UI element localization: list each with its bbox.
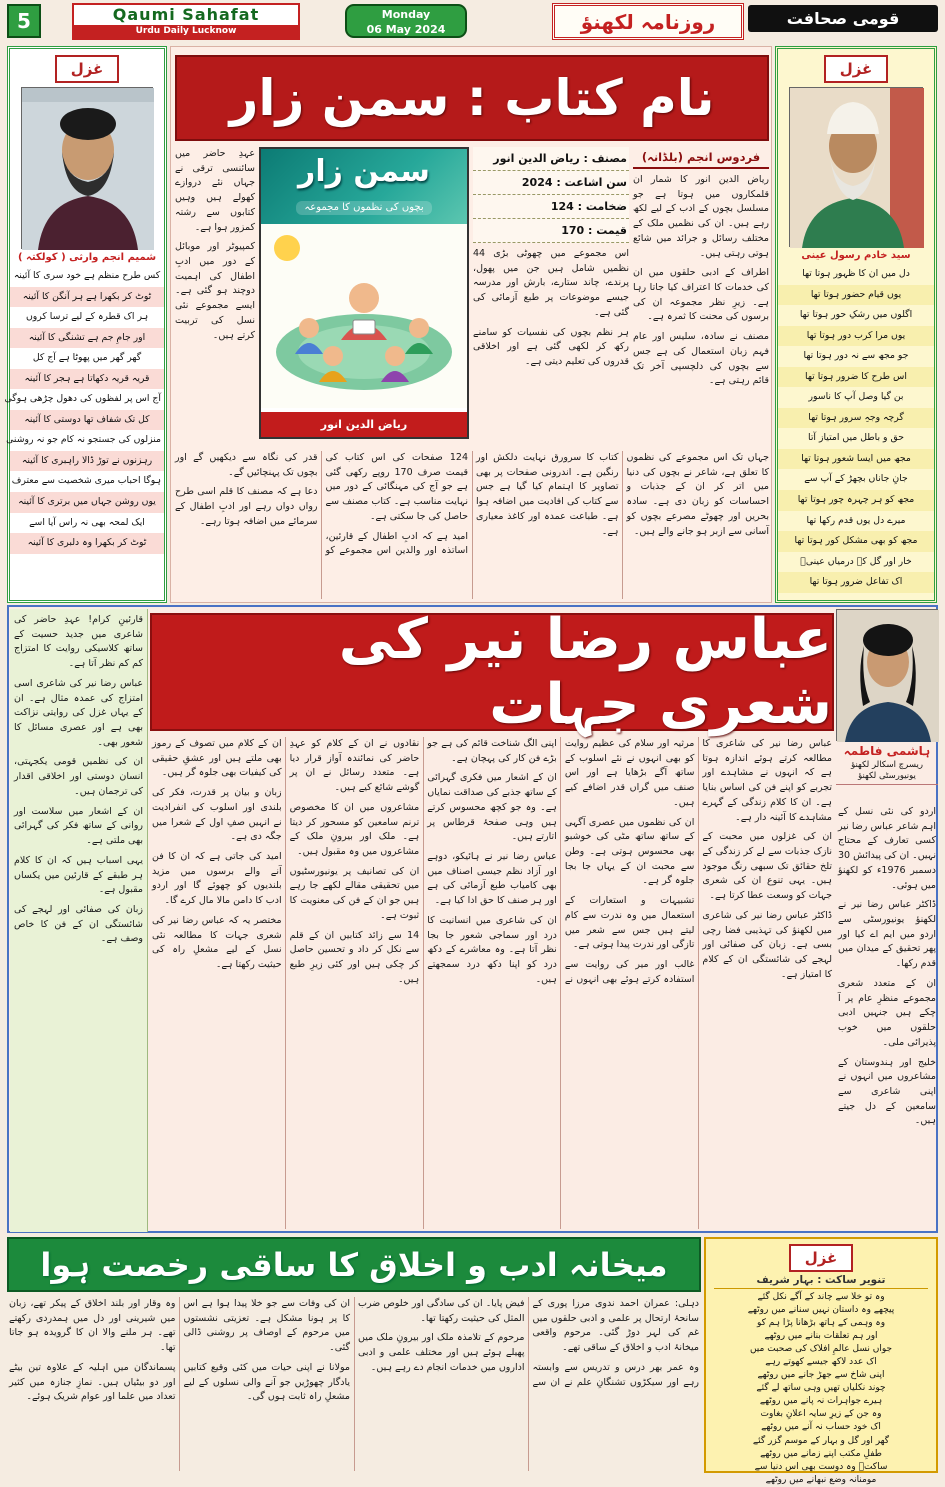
ghazal-line: جواں نسل عالمِ افلاک کی صحبت میں xyxy=(749,1344,893,1355)
middle-author-title: ریسرچ اسکالر لکھنؤ یونیورسٹی لکھنؤ xyxy=(836,758,938,785)
bottom-ghazal-label: غزل xyxy=(789,1244,853,1272)
body-paragraph: ان کی تصانیف پر یونیورسٹیوں میں تحقیقی مقالے لکھے جا رہے ہیں جو ان کے فن کی معنویت کا ثبوت ہے۔ xyxy=(289,865,420,921)
masthead-subtitle: Urdu Daily Lucknow xyxy=(74,25,298,38)
middle-article-section xyxy=(7,605,938,1233)
date-box xyxy=(345,4,467,38)
ghazal-line: مجھ میں ایسا شعور ہوتا تھا xyxy=(778,449,934,470)
body-paragraph: مرثیہ اور سلام کی عظیم روایت کو بھی انہوں نے نئے اسلوب کے ساتھ آگے بڑھایا ہے اور اس صنف میں گراں قدر اضافے کیے ہیں۔ xyxy=(564,738,695,808)
date-day: Monday xyxy=(381,8,431,21)
body-paragraph: عباس رضا نیر کی شاعری اسی امتزاج کی عمدہ مثال ہے۔ ان کے یہاں غزل کی روایتی نزاکت بھی ہے اور عصری مسائل کا شعور بھی۔ xyxy=(14,677,143,748)
body-paragraph: ان کی وفات سے جو خلا پیدا ہوا ہے اس کا پر ہونا مشکل ہے۔ تعزیتی نشستوں میں مرحوم کے اوصاف پر روشنی ڈالی گئی۔ xyxy=(183,1298,350,1354)
ghazal-line: وہ وہمی کے ہاتھ بڑھانا پڑا ہم کو xyxy=(756,1318,886,1329)
ghazal-line: کل تک شفاف تھا دوستی کا آئینہ xyxy=(10,410,164,431)
ghazal-line: یوں قیام حضور ہوتا تھا xyxy=(778,285,934,306)
ghazal-line: ہر اک قطرہ کے لیے ترسا کروں xyxy=(25,311,149,323)
body-paragraph: کتاب کا سرورق نہایت دلکش اور رنگین ہے۔ اندرونی صفحات پر بھی تصاویر کا اہتمام کیا گیا ہے جس سے کتاب کی افادیت میں اضافہ ہوا ہے۔ طباعت عمدہ اور کاغذ معیاری ہے۔ xyxy=(476,452,619,537)
middle-article-headline: عباس رضا نیر کی شعری جہات xyxy=(150,613,834,731)
body-paragraph: مشاعروں میں ان کا مخصوص ترنم سامعین کو مسحور کر دیتا ہے۔ ملک اور بیرونِ ملک کے مشاعروں میں وہ مقبول ہیں۔ xyxy=(289,801,420,858)
ghazal-line: اور ہم تعلقات بنانے میں روٹھے xyxy=(764,1331,878,1342)
book-cover-author: ریاض الدین انور xyxy=(261,412,467,437)
ghazal-line: مومنانہ وضع نبھانے میں روٹھے xyxy=(765,1474,877,1485)
right-ghazal-lines xyxy=(778,264,934,593)
ghazal-line: دل میں ان کا ظہور ہوتا تھا xyxy=(802,268,910,279)
body-paragraph: مرحوم کے تلامذہ ملک اور بیرونِ ملک میں پھیلے ہوئے ہیں اور مختلف علمی و ادبی اداروں میں خدمات انجام دے رہے ہیں۔ xyxy=(358,1332,525,1373)
body-paragraph: وہ وقار اور بلند اخلاق کے پیکر تھے، زبان میں شیرینی اور دل میں ہمدردی رکھتے تھے۔ ہر ملنے والا ان کا گرویدہ ہو جاتا تھا۔ xyxy=(9,1298,176,1354)
ghazal-line: جانِ جاناں بچھڑ کے آپ سے xyxy=(804,473,908,485)
woman-portrait-icon xyxy=(837,610,939,742)
ghazal-line: حق و باطل میں امتیاز آتا xyxy=(808,432,904,444)
masthead xyxy=(72,3,300,40)
children-reading-illustration-icon xyxy=(261,224,467,408)
author-photo xyxy=(836,609,938,741)
body-paragraph: خلیج اور ہندوستان کے مشاعروں میں انہوں نے اپنی شاعری سے سامعین کے دل جیتے ہیں۔ xyxy=(838,1056,936,1127)
left-ghazal-label: غزل xyxy=(55,55,119,83)
ghazal-line: اس طرح کا ضرور ہوتا تھا xyxy=(778,367,934,388)
book-cover-top xyxy=(261,149,467,224)
body-paragraph: 124 صفحات کی اس کتاب کی قیمت صرف 170 روپے رکھی گئی ہے جو آج کی مہنگائی کے دور میں نہایت مناسب ہے۔ کتاب مصنف سے حاصل کی جا سکتی ہے۔ xyxy=(325,452,468,522)
left-ghazal-box xyxy=(4,46,167,603)
book-detail-row: قیمت : 170 xyxy=(473,219,629,243)
bottom-ghazal-lines xyxy=(706,1291,936,1487)
right-ghazal-box xyxy=(775,46,937,603)
middle-author-column xyxy=(836,803,938,1231)
ghazal-line: ہوگا احباب میری شخصیت سے معترف xyxy=(11,475,161,487)
body-paragraph: ان کے متعدد شعری مجموعے منظرِ عام پر آ چکے ہیں جنہیں ادبی حلقوں میں خوب پذیرائی ملی۔ xyxy=(838,977,936,1048)
review-column-right xyxy=(633,147,769,447)
ghazal-line: گھر اور گل و بہار کے موسم گزر گئے xyxy=(752,1435,890,1446)
ghazal-line: خار اور گل کے درمیاں عینیؔ xyxy=(800,555,912,567)
ghazal-line: یوں مرا کرب دور ہوتا تھا xyxy=(778,326,934,347)
review-bottom-columns xyxy=(175,451,769,599)
ghazal-line: اپنی شاخ سے جھڑ جانے میں روٹھے xyxy=(757,1370,885,1381)
ghazal-line: رہزنوں نے توڑ ڈالا راہبری کا آئینہ xyxy=(10,451,164,472)
middle-green-column xyxy=(10,609,148,1232)
body-paragraph: امید کی جاتی ہے کہ ان کا فن آنے والے برسوں میں مزید بلندیوں کو چھوئے گا اور اردو ادب کا دامن مالا مال کرے گا۔ xyxy=(152,851,282,907)
book-details-list xyxy=(473,147,629,243)
ghazal-line: وہ جن کے زیرِ سایہ اعلانِ بغاوت xyxy=(760,1409,882,1420)
body-paragraph: ان کے کلام میں تصوف کے رموز بھی ملتے ہیں اور عشقِ حقیقی کی کیفیات بھی جلوہ گر ہیں۔ xyxy=(152,738,282,779)
bottom-ghazal-box xyxy=(704,1237,938,1485)
right-poet-photo xyxy=(789,87,923,247)
body-paragraph: ان کی غزلوں میں محبت کے نازک جذبات سے لے کر زندگی کے تلخ حقائق تک سبھی رنگ موجود ہیں۔ یہی تنوع ان کی شعری جہات کو وسعت عطا کرتا ہے۔ xyxy=(702,831,832,902)
ghazal-line: ایک لمحہ بھی نہ راس آیا اسے xyxy=(29,516,145,528)
ghazal-line: قریہ قریہ دکھاتا ہے ہجر کا آئینہ xyxy=(10,369,164,390)
ghazal-line: ساکتؔ وہ دوست بھی اس دنیا سے xyxy=(754,1461,888,1472)
book-details-column xyxy=(473,147,629,447)
ghazal-line: یوں روشن جہاں میں برتری کا آئینہ xyxy=(10,492,164,513)
body-paragraph: عباس رضا نیر کی شاعری کا مطالعہ کرتے ہوئے اندازہ ہوتا ہے کہ انہوں نے مشاہدے اور تجربے کو اپنے فن کی اساس بنایا ہے۔ ان کا کلام زندگی کے گہرے مشاہدے کا آئینہ دار ہے۔ xyxy=(702,738,832,823)
man-portrait-icon xyxy=(22,88,154,250)
body-paragraph: وہ عمر بھر درس و تدریس سے وابستہ رہے اور سیکڑوں تشنگانِ علم نے ان سے فیض پایا۔ ان کی سادگی اور خلوص ضرب المثل کی حیثیت رکھتا تھا۔ xyxy=(358,1298,699,1388)
body-paragraph: عباس رضا نیر نے ہائیکو، دوہے اور آزاد نظم جیسی اصناف میں بھی کامیاب طبع آزمائی کی ہے اور ہر صنف کا حق ادا کیا ہے۔ xyxy=(427,851,557,907)
body-paragraph: کمپیوٹر اور موبائل کے دور میں ادبِ اطفال کی اہمیت دوچند ہو گئی ہے۔ ایسے مجموعے نئی نسل کی تربیت کرتے ہیں۔ xyxy=(175,241,255,341)
ghazal-line: چوند نکلیاں تھیں وہی ساتھ لے گئے xyxy=(756,1383,886,1394)
ghazal-line: اور جامِ جم ہے تشنگی کا آئینہ xyxy=(10,328,164,349)
body-paragraph: امید ہے کہ ادبِ اطفال کے قارئین، اساتذہ اور والدین اس مجموعے کو قدر کی نگاہ سے دیکھیں گے اور بچوں تک پہنچائیں گے۔ xyxy=(175,452,468,557)
ghazal-line: مجھ کو بھی مشکل کور ہوتا تھا xyxy=(778,531,934,552)
body-paragraph: تشبیہات و استعارات کے استعمال میں وہ ندرت سے کام لیتے ہیں جس سے شعر میں تازگی اور ندرت پیدا ہوتی ہے۔ xyxy=(564,895,695,951)
body-paragraph: زبان و بیان پر قدرت، فکر کی بلندی اور اسلوب کی انفرادیت نے انہیں صفِ اول کے شعرا میں جگہ دی ہے۔ xyxy=(152,787,282,843)
body-paragraph: مصنف نے سادہ، سلیس اور عام فہم زبان استعمال کی ہے جس سے بچوں کی دلچسپی آخر تک قائم رہتی ہے۔ xyxy=(633,331,769,387)
body-paragraph: یہی اسباب ہیں کہ ان کا کلام ہر طبقے کے قارئین میں یکساں مقبول ہے۔ xyxy=(14,854,143,896)
ghazal-line: بن گیا وصل آپ کا ناسور xyxy=(808,391,904,403)
body-paragraph: اطراف کے ادبی حلقوں میں ان کی خدمات کا اعتراف کیا جاتا رہا ہے۔ زیرِ نظر مجموعہ ان کی برسوں کی محنت کا ثمرہ ہے۔ xyxy=(633,267,769,323)
left-poet-name: شمیم انجم وارثی ( کولکتہ ) xyxy=(17,252,157,263)
body-paragraph: جہاں تک اس مجموعے کی نظموں کا تعلق ہے، شاعر نے بچوں کی دنیا میں اتر کر ان کے جذبات و احساسات کو زبان دی ہے۔ سادہ بحریں اور چھوٹے مصرعے بچوں کو آسانی سے ازبر ہو جانے والے ہیں۔ xyxy=(626,452,769,537)
reviewer-name: فردوس انجم (بلڈانہ) xyxy=(633,147,769,169)
bottom-article-headline: میخانہ ادب و اخلاق کا ساقی رخصت ہوا xyxy=(7,1237,701,1292)
bottom-article-columns xyxy=(7,1295,701,1473)
body-paragraph: زبان کی صفائی اور لہجے کی شائستگی ان کے فن کا خاص وصف ہے۔ xyxy=(14,903,143,945)
body-paragraph: ڈاکٹر عباس رضا نیر کی شاعری میں لکھنؤ کی تہذیبی فضا رچی بسی ہے۔ زبان کی صفائی اور لہجے کی شائستگی ان کے کلام کا امتیاز ہے۔ xyxy=(702,909,832,980)
ghazal-line: ٹوٹ کر بکھرا ہے ہر آنگن کا آئینہ xyxy=(10,287,164,308)
right-ghazal-label: غزل xyxy=(824,55,888,83)
body-paragraph: ان کی شاعری میں انسانیت کا درد اور سماجی شعور جا بجا نظر آتا ہے۔ وہ معاشرے کے دکھ درد کو اپنا دکھ درد سمجھتے ہیں۔ xyxy=(427,914,557,985)
body-paragraph: اس مجموعے میں چھوٹی بڑی 44 نظمیں شامل ہیں جن میں پھول، پرندے، چاند ستارے، بارش اور مدرسہ جیسے موضوعات پر طبع آزمائی کی گئی ہے۔ xyxy=(473,248,629,318)
ghazal-line: جو مجھ سے نہ دور ہوتا تھا xyxy=(803,350,909,362)
body-paragraph: قارئینِ کرام! عہدِ حاضر کی شاعری میں جدید حسیت کے ساتھ کلاسیکی روایت کا امتزاج کم کم نظر آتا ہے۔ xyxy=(14,614,143,670)
body-paragraph: دعا ہے کہ مصنف کا قلم اسی طرح رواں دواں رہے اور ادبِ اطفال کے سرمائے میں اضافہ ہوتا رہے۔ xyxy=(175,486,318,527)
bottom-ghazal-poet: تنویر ساکت : بہار شریف xyxy=(714,1274,928,1289)
body-paragraph: ڈاکٹر عباس رضا نیر نے لکھنؤ یونیورسٹی سے اردو میں ایم اے کیا اور پھر تحقیق کے میدان میں قدم رکھا۔ xyxy=(838,899,936,970)
body-paragraph: ان کے اشعار میں فکری گہرائی کے ساتھ جذبے کی صداقت نمایاں ہے۔ وہ جو کچھ محسوس کرتے ہیں وہی صفحۂ قرطاس پر اتارتے ہیں۔ xyxy=(427,772,557,843)
middle-author-box xyxy=(836,609,938,785)
middle-author-name: ہاشمی فاطمہ xyxy=(843,744,931,758)
ghazal-line: ٹوٹ کر بکھرا وہ دلبری کا آئینہ xyxy=(10,533,164,554)
elder-man-portrait-icon xyxy=(790,88,924,248)
book-review-headline: نام کتاب : سمن زار xyxy=(175,55,769,141)
ghazal-line: کس طرح منظم ہے خود سری کا آئینہ xyxy=(13,270,161,281)
body-paragraph: اردو کی نئی نسل کے اہم شاعر عباس رضا نیر کسی تعارف کے محتاج نہیں۔ ان کی پیدائش 30 دسمبر 1976ء کو لکھنؤ میں ہوئی۔ xyxy=(838,806,937,891)
review-text-under-details xyxy=(473,247,629,427)
body-paragraph: نقادوں نے ان کے کلام کو عہدِ حاضر کی نمائندہ آواز قرار دیا ہے۔ متعدد رسائل نے ان پر گوشے شائع کیے ہیں۔ xyxy=(289,738,420,794)
body-paragraph: ہر نظم بچوں کی نفسیات کو سامنے رکھ کر لکھی گئی ہے اور اخلاقی قدروں کی تعلیم دیتی ہے۔ xyxy=(473,326,629,368)
review-column-left xyxy=(175,147,255,443)
body-paragraph: مولانا نے اپنی حیات میں کئی وقیع کتابیں یادگار چھوڑیں جو آنے والی نسلوں کے لیے مشعلِ راہ ثابت ہوں گی۔ xyxy=(183,1361,350,1403)
ghazal-line: گھر گھر میں پھوٹا ہے آج کل xyxy=(32,352,142,364)
ghazal-line: ہیرے جواہرات نہ پانے میں روٹھے xyxy=(759,1396,883,1407)
ghazal-line: وہ تو خلا سے چاند کے آگے نکل گئے xyxy=(757,1292,885,1302)
book-review-top-row xyxy=(175,147,769,447)
masthead-title: Qaumi Sahafat xyxy=(112,5,260,24)
book-cover-illustration xyxy=(261,224,467,412)
page-number-box: 5 xyxy=(7,4,41,38)
ghazal-line: گرچہ وجہِ سرور ہوتا تھا xyxy=(778,408,934,429)
body-paragraph: پسماندگان میں اہلیہ کے علاوہ تین بیٹے اور دو بیٹیاں ہیں۔ نمازِ جنازہ میں کثیر تعداد میں علما اور عوام شریک ہوئے۔ xyxy=(9,1361,176,1403)
ghazal-line: مجھ کو ہر چہرہ چور ہوتا تھا xyxy=(778,490,934,511)
book-detail-row: ضخامت : 124 xyxy=(473,195,629,219)
ghazal-line: آج اس پر لفظوں کی دھول چڑھی ہوگی xyxy=(4,393,161,405)
ghazal-line: اگلوں میں رشکِ حور ہوتا تھا xyxy=(799,309,913,321)
left-poet-photo xyxy=(21,87,153,249)
ghazal-line: اک تفاعل ضرور ہوتا تھا xyxy=(778,572,934,593)
body-paragraph: ریاض الدین انور کا شمار ان قلمکاروں میں ہوتا ہے جو مسلسل بچوں کے ادب کے لیے لکھ رہے ہیں۔ ان کی نظمیں ملک کے مختلف رسائل و جرائد میں شائع ہوتی رہتی ہیں۔ xyxy=(633,174,769,259)
book-cover-subtitle: بچوں کی نظموں کا مجموعہ xyxy=(296,201,431,215)
book-detail-row: مصنف : ریاض الدین انور xyxy=(473,147,629,171)
body-paragraph: مختصر یہ کہ عباس رضا نیر کی شعری جہات کا مطالعہ نئی نسل کے لیے مشعلِ راہ کی حیثیت رکھتا ہے۔ xyxy=(152,914,282,971)
ghazal-line: اک عدد لاکھ جیسے کھوتے رہے xyxy=(765,1357,877,1368)
body-paragraph: غالب اور میر کی روایت سے استفادہ کرتے ہوئے بھی انہوں نے اپنی الگ شناخت قائم کی ہے جو بڑے فن کار کی پہچان ہے۔ xyxy=(427,738,695,985)
right-poet-name: سید خادم رسول عینی xyxy=(801,250,911,261)
review-text-right xyxy=(633,173,769,435)
middle-article-columns xyxy=(150,735,834,1231)
ghazal-line: منزلوں کی جستجو نہ کام جو نہ روشنی xyxy=(6,434,161,446)
ghazal-line: اک خود حساب نہ آنے میں روٹھے xyxy=(761,1422,881,1433)
ghazal-line: میرے دل یوں قدم رکھا تھا xyxy=(806,514,906,526)
body-paragraph: ان کے اشعار میں سلاست اور روانی کے ساتھ فکر کی گہرائی بھی ملتی ہے۔ xyxy=(14,805,143,847)
body-paragraph: ان کی نظموں میں عصری آگہی کے ساتھ ساتھ مٹی کی خوشبو بھی محسوس ہوتی ہے۔ وطن سے محبت ان کے یہاں جا بجا جلوہ گر ہے۔ xyxy=(564,816,695,887)
body-paragraph: 14 سے زائد کتابیں ان کے قلم سے نکل کر داد و تحسین حاصل کر چکی ہیں اور کئی زیرِ طبع ہیں۔ xyxy=(289,929,420,985)
book-detail-row: سن اشاعت : 2024 xyxy=(473,171,629,195)
ghazal-line: پیچھے وہ داستان نہیں سنانے میں روٹھے xyxy=(747,1305,895,1316)
section-title-box: قومی صحافت xyxy=(748,5,938,32)
urdu-nameplate: روزنامہ لکھنؤ xyxy=(552,3,744,40)
ghazal-line: طفلِ مکتب اپنے زمانے میں روٹھے xyxy=(760,1448,882,1459)
body-paragraph: عہدِ حاضر میں سائنسی ترقی نے جہاں نئے دروازے کھولے ہیں وہیں کتابوں سے رشتہ کمزور ہوا ہے۔ xyxy=(175,148,255,233)
left-ghazal-lines xyxy=(4,266,164,554)
date-full: 06 May 2024 xyxy=(366,23,446,36)
book-cover xyxy=(259,147,469,439)
book-review-section xyxy=(170,46,772,603)
book-cover-title: سمن زار xyxy=(298,154,430,189)
body-paragraph: دہلی: عمران احمد ندوی مرزا پوری کے سانحۂ ارتحال پر علمی و ادبی حلقوں میں غم کی لہر دوڑ گئی۔ مرحوم واقعی میخانۂ ادب و اخلاق کے ساقی تھے۔ xyxy=(532,1298,699,1354)
body-paragraph: ان کی نظمیں قومی یکجہتی، انسان دوستی اور اخلاقی اقدار کی ترجمان ہیں۔ xyxy=(14,756,143,797)
